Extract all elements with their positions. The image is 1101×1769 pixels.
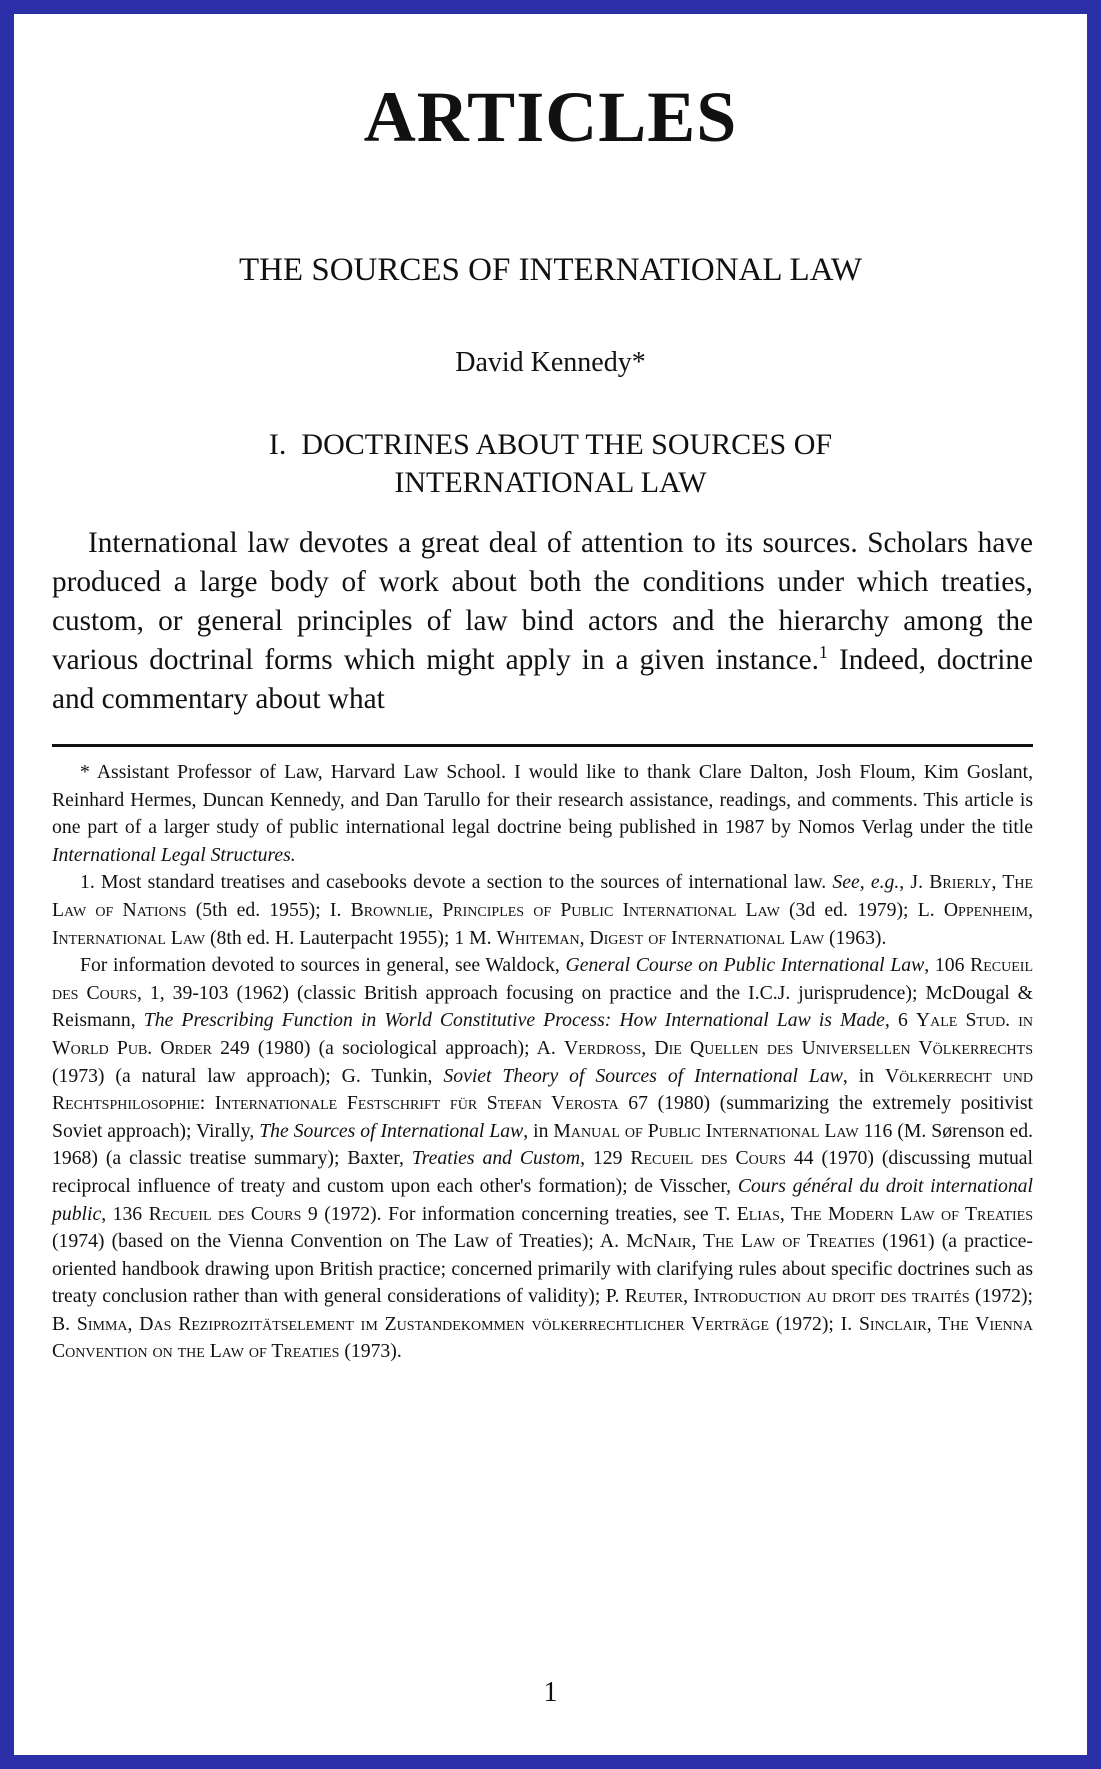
fn1-text: (1963). xyxy=(824,926,887,949)
fn-text: , 106 xyxy=(924,954,971,977)
footnotes xyxy=(52,759,1033,1366)
fn-text: 44 (1970) (discussing mutual reciprocal influence of treaty and custom upon each other's formation); de Visscher, xyxy=(52,1147,1034,1197)
fn1-citation: Brownlie, Principles of Public International Law xyxy=(350,898,780,921)
fn-citation: Yale Stud. in World Pub. Order xyxy=(52,1009,1033,1059)
page-number: 1 xyxy=(543,1677,558,1708)
footnote-1-continued xyxy=(52,952,1033,1366)
fn-text: 67 (1980) (summarizing the extremely positivist Soviet approach); Virally, xyxy=(52,1092,1033,1142)
fn-citation: Elias, The Modern Law of Treaties xyxy=(736,1202,1034,1225)
fn-citation: Recueil des Cours xyxy=(52,954,1034,1004)
fn-italic-title: Cours général du droit international public xyxy=(52,1174,1033,1225)
footnote-1 xyxy=(52,869,1033,952)
fn-text: 249 (1980) (a sociological approach); A. xyxy=(211,1036,565,1059)
section-heading: ARTICLES xyxy=(363,77,738,157)
body-text-a: International law devotes a great deal of attention to its sources. Scholars have produced a large body of work about both the conditions under which treaties, custom, or general principles of law bind actors and the hierarchy among the various doctrinal forms which might apply in a given instance. xyxy=(52,527,1033,676)
fn1-text: (5th ed. 1955); I. xyxy=(186,898,351,921)
fn-text: , in xyxy=(842,1064,885,1087)
fn1-text: , J. xyxy=(899,871,930,894)
fn-italic-title: The Sources of International Law xyxy=(259,1119,524,1142)
fn-citation: McNair, The Law of Treaties xyxy=(626,1230,875,1253)
footnote-reference[interactable]: 1 xyxy=(818,642,828,663)
fn-italic-title: General Course on Public International Law xyxy=(565,954,925,977)
fn-text: (1973) (a natural law approach); G. Tunkin, xyxy=(52,1064,444,1087)
document-page xyxy=(14,14,1087,1755)
fn-text: 116 (M. Sørenson ed. 1968) (a classic treatise summary); Baxter, xyxy=(52,1119,1033,1170)
fn-text: , 136 xyxy=(101,1202,149,1225)
part-heading-line-1: I. DOCTRINES ABOUT THE SOURCES OF xyxy=(268,428,833,461)
fn-italic-title: Soviet Theory of Sources of International Law xyxy=(443,1064,843,1087)
fn1-citation: Brierly, The Law of Nations xyxy=(52,871,1034,921)
fn-text: , 6 xyxy=(884,1009,916,1032)
footnote-star-text: * Assistant Professor of Law, Harvard Law School. I would like to thank Clare Dalton, Josh Floum, Kim Goslant, Reinhard Hermes, Duncan Kennedy, and Dan Tarullo for their research assistance, readings, and comments. This article is one part of a larger study of public international legal doctrine being published in 1987 by Nomos Verlag under the title xyxy=(52,761,1033,839)
body-paragraph xyxy=(52,524,1033,719)
article-title: THE SOURCES OF INTERNATIONAL LAW xyxy=(238,252,863,288)
fn-citation: Simma, Das Reziprozitätselement im Zustandekommen völkerrechtlicher Verträge xyxy=(76,1312,770,1335)
fn-citation: Völkerrecht und Rechtsphilosophie: Internationale Festschrift für Stefan Verosta xyxy=(52,1064,1033,1115)
footnote-star xyxy=(52,759,1033,869)
fn-citation: Sinclair, The Vienna Convention on the Law of Treaties xyxy=(52,1312,1033,1363)
fn-citation: Recueil des Cours xyxy=(148,1202,302,1225)
fn-text: , in xyxy=(523,1119,554,1142)
fn-citation: Verdross, Die Quellen des Universellen Völkerrechts xyxy=(564,1036,1033,1059)
footnote-divider xyxy=(52,744,1033,747)
fn1-signal: See, e.g. xyxy=(832,871,900,894)
fn-text: 9 (1972). For information concerning treaties, see T. xyxy=(301,1202,737,1225)
fn1-citation: Oppenheim, International Law xyxy=(52,898,1033,949)
fn1-citation: Whiteman, Digest of International Law xyxy=(496,926,825,949)
fn-text: (1973). xyxy=(339,1340,402,1363)
fn1-text: (8th ed. H. Lauterpacht 1955); 1 M. xyxy=(205,926,497,949)
fn-text: (1974) (based on the Vienna Convention on The Law of Treaties); A. xyxy=(52,1230,627,1253)
fn-text: (1961) (a practice-oriented handbook drawing upon British practice; concerned primarily with clarifying rules about specific doctrines such as treaty conclusion rather than with general considerations of validity); P. xyxy=(52,1230,1033,1308)
fn-text: For information devoted to sources in general, see Waldock, xyxy=(80,954,566,977)
fn1-text: 1. Most standard treatises and casebooks devote a section to the sources of international law. xyxy=(80,871,833,894)
fn-text: , 129 xyxy=(580,1147,631,1170)
part-heading-line-2: INTERNATIONAL LAW xyxy=(394,466,707,499)
body-text-b: Indeed, doctrine and commentary about what xyxy=(52,644,1033,715)
fn-citation: Manual of Public International Law xyxy=(553,1119,859,1142)
fn-citation: Recueil des Cours xyxy=(630,1147,786,1170)
fn-italic-title: Treaties and Custom xyxy=(411,1147,581,1170)
fn-text: , 1, 39-103 (1962) (classic British approach focusing on practice and the I.C.J. jurisprudence); McDougal & Reismann, xyxy=(52,981,1033,1032)
part-heading xyxy=(14,426,1087,502)
fn-italic-title: The Prescribing Function in World Constitutive Process: How International Law is Made xyxy=(143,1009,885,1032)
fn-text: (1972); I. xyxy=(769,1312,859,1335)
author-name: David Kennedy* xyxy=(455,347,646,378)
fn-text: (1972); B. xyxy=(52,1285,1033,1335)
fn1-text: (3d ed. 1979); L. xyxy=(779,898,944,921)
fn-citation: Reuter, Introduction au droit des traités xyxy=(624,1285,970,1308)
footnote-star-title: International Legal Structures. xyxy=(52,843,296,866)
